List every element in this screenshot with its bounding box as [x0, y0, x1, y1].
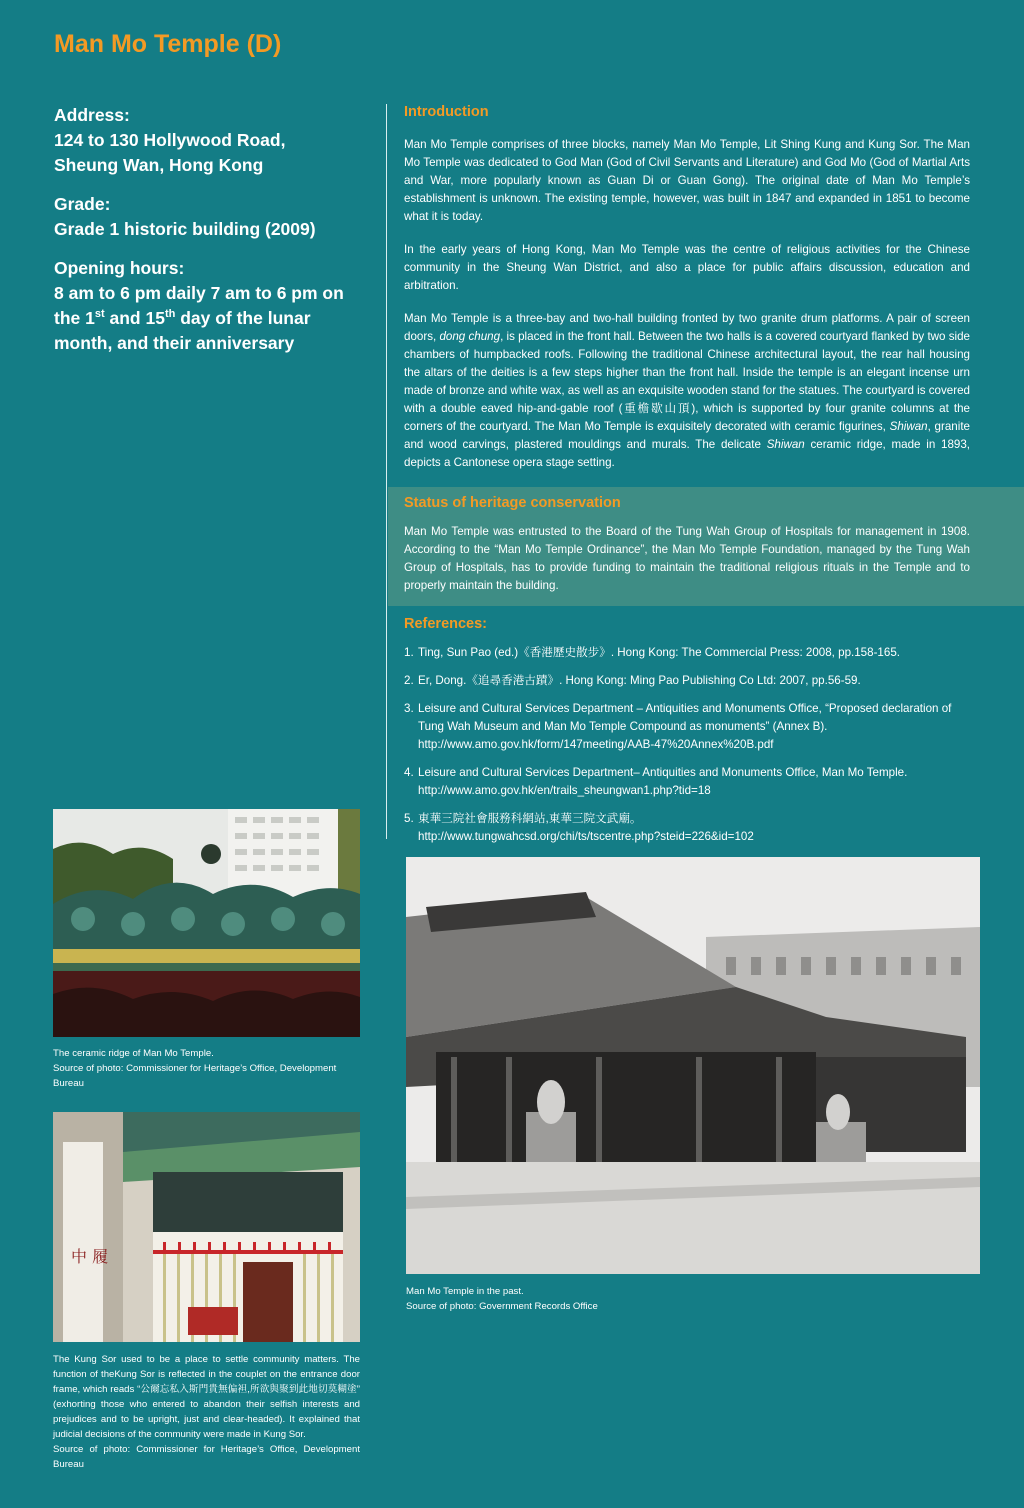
historic-temple-photo [406, 857, 980, 1274]
grade-value: Grade 1 historic building (2009) [54, 219, 316, 239]
caption-line: Source of photo: Government Records Office [406, 1301, 598, 1312]
address-line-1: 124 to 130 Hollywood Road, [54, 130, 286, 150]
ceramic-ridge-photo [53, 809, 360, 1037]
page-title: Man Mo Temple (D) [54, 30, 282, 58]
opening-hours-block [54, 256, 374, 356]
reference-url: http://www.amo.gov.hk/en/trails_sheungwan1.php?tid=18 [418, 784, 711, 797]
historic-temple-caption [406, 1284, 980, 1314]
opening-hours-line-2 [54, 306, 374, 331]
caption-line: Source of photo: Commissioner for Heritage’s Office, Development Bureau [53, 1063, 337, 1089]
caption-text: The Kung Sor used to be a place to settle community matters. The function of theKung Sor is reflected in the couplet on the entrance door frame, which reads “公爾忘私入斯門貴無偏袒,所欲與聚到此地切莫糊塗” (exhorting those who entered to abandon their selfish interests and prejudices and to be upright, just and clear-headed). It explained that judicial decisions of the community were made in Kung Sor. [53, 1354, 360, 1440]
introduction-paragraph-1: Man Mo Temple comprises of three blocks, namely Man Mo Temple, Lit Shing Kung and Kung Sor. The Man Mo Temple was dedicated to God Man (God of Civil Servants and Literature) and God Mo (God of Martial Arts and War, more popularly known as Guan Di or Guan Gong). The original date of Man Mo Temple’s establishment is unknown. The existing temple, however, was built in 1847 and expanded in 1851 to become what it is today. [404, 138, 970, 223]
opening-text-a: the 1 [54, 308, 95, 328]
introduction-heading: Introduction [404, 104, 489, 120]
reference-url: http://www.amo.gov.hk/form/147meeting/AAB-47%20Annex%20B.pdf [418, 738, 774, 751]
caption-line: The ceramic ridge of Man Mo Temple. [53, 1048, 214, 1059]
status-paragraph: Man Mo Temple was entrusted to the Board of the Tung Wah Group of Hospitals for management in 1908. According to the “Man Mo Temple Ordinance”, the Man Mo Temple Foundation, managed by the Tung Wah Group of Hospitals, has to provide funding to maintain the traditional religious rituals in the Temple and to properly maintain the building. [404, 525, 970, 592]
intro-italic: dong chung [439, 330, 501, 343]
introduction-section [388, 104, 1024, 472]
references-list [404, 644, 970, 846]
introduction-paragraph-3 [404, 310, 970, 472]
intro-text: , is placed in the front hall. Between the two halls is a covered courtyard flanked by two side chambers of humpbacked roofs. Following the traditional Chinese architectural layout, the rear hall housing the altars of the deities is a few steps higher than the front hall. Inside the temple is an elegant incense urn made of bronze and white wax, as well as an exquisite wooden stand for the statues. The courtyard is covered with a double eaved hip-and-gable roof (重檐歇山頂), which is supported by four granite columns at the corners of the courtyard. The Man Mo Temple is exquisitely decorated with ceramic figurines, [404, 330, 970, 433]
caption-line: Man Mo Temple in the past. [406, 1286, 524, 1297]
references-heading: References: [404, 616, 488, 632]
intro-text: , granite and wood carvings, plastered mouldings and murals. The delicate [404, 420, 970, 451]
introduction-paragraph-2: In the early years of Hong Kong, Man Mo Temple was the centre of religious activities for the Chinese community in the Sheung Wan District, and also a place for public affairs discussion, education and arbitration. [404, 243, 970, 292]
intro-text: ceramic ridge, made in 1893, depicts a Cantonese opera stage setting. [404, 438, 971, 469]
reference-number: 5. [404, 812, 414, 825]
reference-text: Leisure and Cultural Services Department – Antiquities and Monuments Office, “Proposed declaration of Tung Wah Museum and Man Mo Temple Compound as monuments” (Annex B). [418, 702, 952, 733]
reference-number: 2. [404, 674, 414, 687]
ordinal-st: st [94, 308, 105, 321]
status-section [388, 487, 1024, 606]
reference-url: http://www.tungwahcsd.org/chi/ts/tscentre.php?steid=226&id=102 [418, 830, 754, 843]
reference-number: 4. [404, 766, 414, 779]
reference-text: 東華三院社會服務科網站,東華三院文武廟。 [418, 812, 642, 825]
opening-hours-line-3: month, and their anniversary [54, 333, 295, 353]
address-line-2: Sheung Wan, Hong Kong [54, 155, 264, 175]
address-label: Address: [54, 105, 130, 125]
reference-number: 1. [404, 646, 414, 659]
svg-text:中 履: 中 履 [71, 1247, 109, 1266]
intro-text: Man Mo Temple is a three-bay and two-hall building fronted by two granite drum platforms. A pair of screen doors, [404, 312, 970, 343]
intro-italic: Shiwan [889, 420, 928, 433]
references-section [388, 606, 1024, 846]
kung-sor-photo [53, 1112, 360, 1342]
caption-source: Source of photo: Commissioner for Heritage’s Office, Development Bureau [53, 1444, 360, 1470]
column-divider [386, 104, 387, 839]
opening-hours-line-1: 8 am to 6 pm daily 7 am to 6 pm on [54, 283, 344, 303]
grade-block [54, 192, 374, 242]
reference-number: 3. [404, 702, 414, 715]
kung-sor-caption [53, 1352, 360, 1472]
address-block [54, 103, 374, 178]
reference-text: Leisure and Cultural Services Department– Antiquities and Monuments Office, Man Mo Temple. [418, 766, 908, 779]
opening-text-b: and 15 [104, 308, 165, 328]
reference-item [404, 700, 970, 754]
opening-text-c: day of the lunar [175, 308, 311, 328]
reference-item [404, 644, 970, 662]
opening-hours-label: Opening hours: [54, 258, 185, 278]
ordinal-th: th [164, 308, 176, 321]
grade-label: Grade: [54, 194, 111, 214]
reference-text: Er, Dong.《追尋香港古蹟》. Hong Kong: Ming Pao Publishing Co Ltd: 2007, pp.56-59. [418, 674, 861, 687]
content-column [388, 104, 1024, 856]
intro-italic: Shiwan [766, 438, 805, 451]
info-column [54, 103, 374, 370]
status-heading: Status of heritage conservation [404, 495, 621, 511]
reference-item [404, 672, 970, 690]
reference-item [404, 810, 970, 846]
ceramic-ridge-caption [53, 1046, 360, 1091]
reference-item [404, 764, 970, 800]
reference-text: Ting, Sun Pao (ed.)《香港歷史散步》. Hong Kong: The Commercial Press: 2008, pp.158-165. [418, 646, 901, 659]
